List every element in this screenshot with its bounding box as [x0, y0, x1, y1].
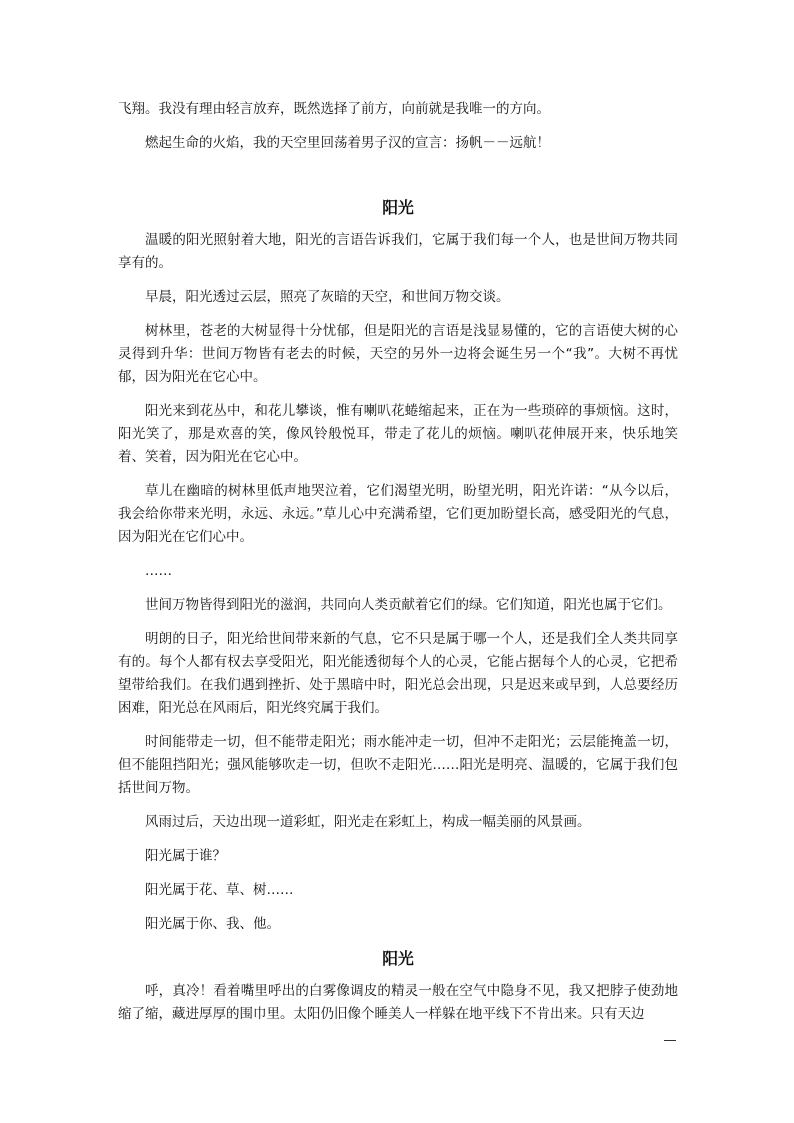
ellipsis-paragraph: ……: [145, 563, 172, 579]
article-paragraph: 草儿在幽暗的树林里低声地哭泣着，它们渴望光明，盼望光明，阳光许诺：“从今以后，我会给你带来光明，永远、永远。”草儿心中充满希望，它们更加盼望长高，感受阳光的气息，因为阳光在它们心中。: [118, 483, 678, 545]
article-paragraph: 呼，真冷！看着嘴里呼出的白雾像调皮的精灵一般在空气中隐身不见，我又把脖子使劲地缩了缩，藏进厚厚的围巾里。太阳仍旧像个睡美人一样躲在地平线下不肯出来。只有天边: [118, 983, 678, 1022]
article-paragraph: 世间万物皆得到阳光的滋润，共同向人类贡献着它们的绿。它们知道，阳光也属于它们。: [145, 597, 672, 613]
intro-paragraph: 燃起生命的火焰，我的天空里回荡着男子汉的宣言：扬帆－－远航！: [145, 135, 550, 151]
article-paragraph: 阳光属于谁？: [145, 848, 226, 864]
article-paragraph: 早晨，阳光透过云层，照亮了灰暗的天空，和世间万物交谈。: [145, 289, 510, 305]
article-title: 阳光: [382, 198, 414, 217]
article-paragraph: 风雨过后，天边出现一道彩虹，阳光走在彩虹上，构成一幅美丽的风景画。: [145, 814, 591, 830]
page-number-mark: [664, 1040, 676, 1041]
article-paragraph: 树林里，苍老的大树显得十分忧郁，但是阳光的言语是浅显易懂的，它的言语使大树的心灵得到升华：世间万物皆有老去的时候，天空的另外一边将会诞生另一个“我”。大树不再忧郁，因为阳光在它心中。: [118, 323, 678, 385]
article-paragraph: 阳光属于花、草、树……: [145, 882, 294, 898]
article-paragraph: 温暖的阳光照射着大地，阳光的言语告诉我们，它属于我们每一个人，也是世间万物共同享有的。: [118, 232, 678, 271]
article-paragraph: 阳光属于你、我、他。: [145, 916, 280, 932]
intro-paragraph: 飞翔。我没有理由轻言放弃，既然选择了前方，向前就是我唯一的方向。: [118, 101, 550, 117]
document-body: [118, 98, 678, 1037]
article-paragraph: 时间能带走一切，但不能带走阳光；雨水能冲走一切，但冲不走阳光；云层能掩盖一切，但不能阻挡阳光；强风能够吹走一切，但吹不走阳光……阳光是明亮、温暖的，它属于我们包括世间万物。: [118, 734, 678, 796]
article-title: 阳光: [382, 949, 414, 968]
article-paragraph: 阳光来到花丛中，和花儿攀谈，惟有喇叭花蜷缩起来，正在为一些琐碎的事烦恼。这时，阳光笑了，那是欢喜的笑，像风铃般悦耳，带走了花儿的烦恼。喇叭花伸展开来，快乐地笑着、笑着，因为阳光在它心中。: [118, 403, 678, 465]
article-paragraph: 明朗的日子，阳光给世间带来新的气息，它不只是属于哪一个人，还是我们全人类共同享有的。每个人都有权去享受阳光，阳光能透彻每个人的心灵，它能占据每个人的心灵，它把希望带给我们。在我们遇到挫折、处于黑暗中时，阳光总会出现，只是迟来或早到，人总要经历困难，阳光总在风雨后，阳光终究属于我们。: [118, 631, 678, 716]
